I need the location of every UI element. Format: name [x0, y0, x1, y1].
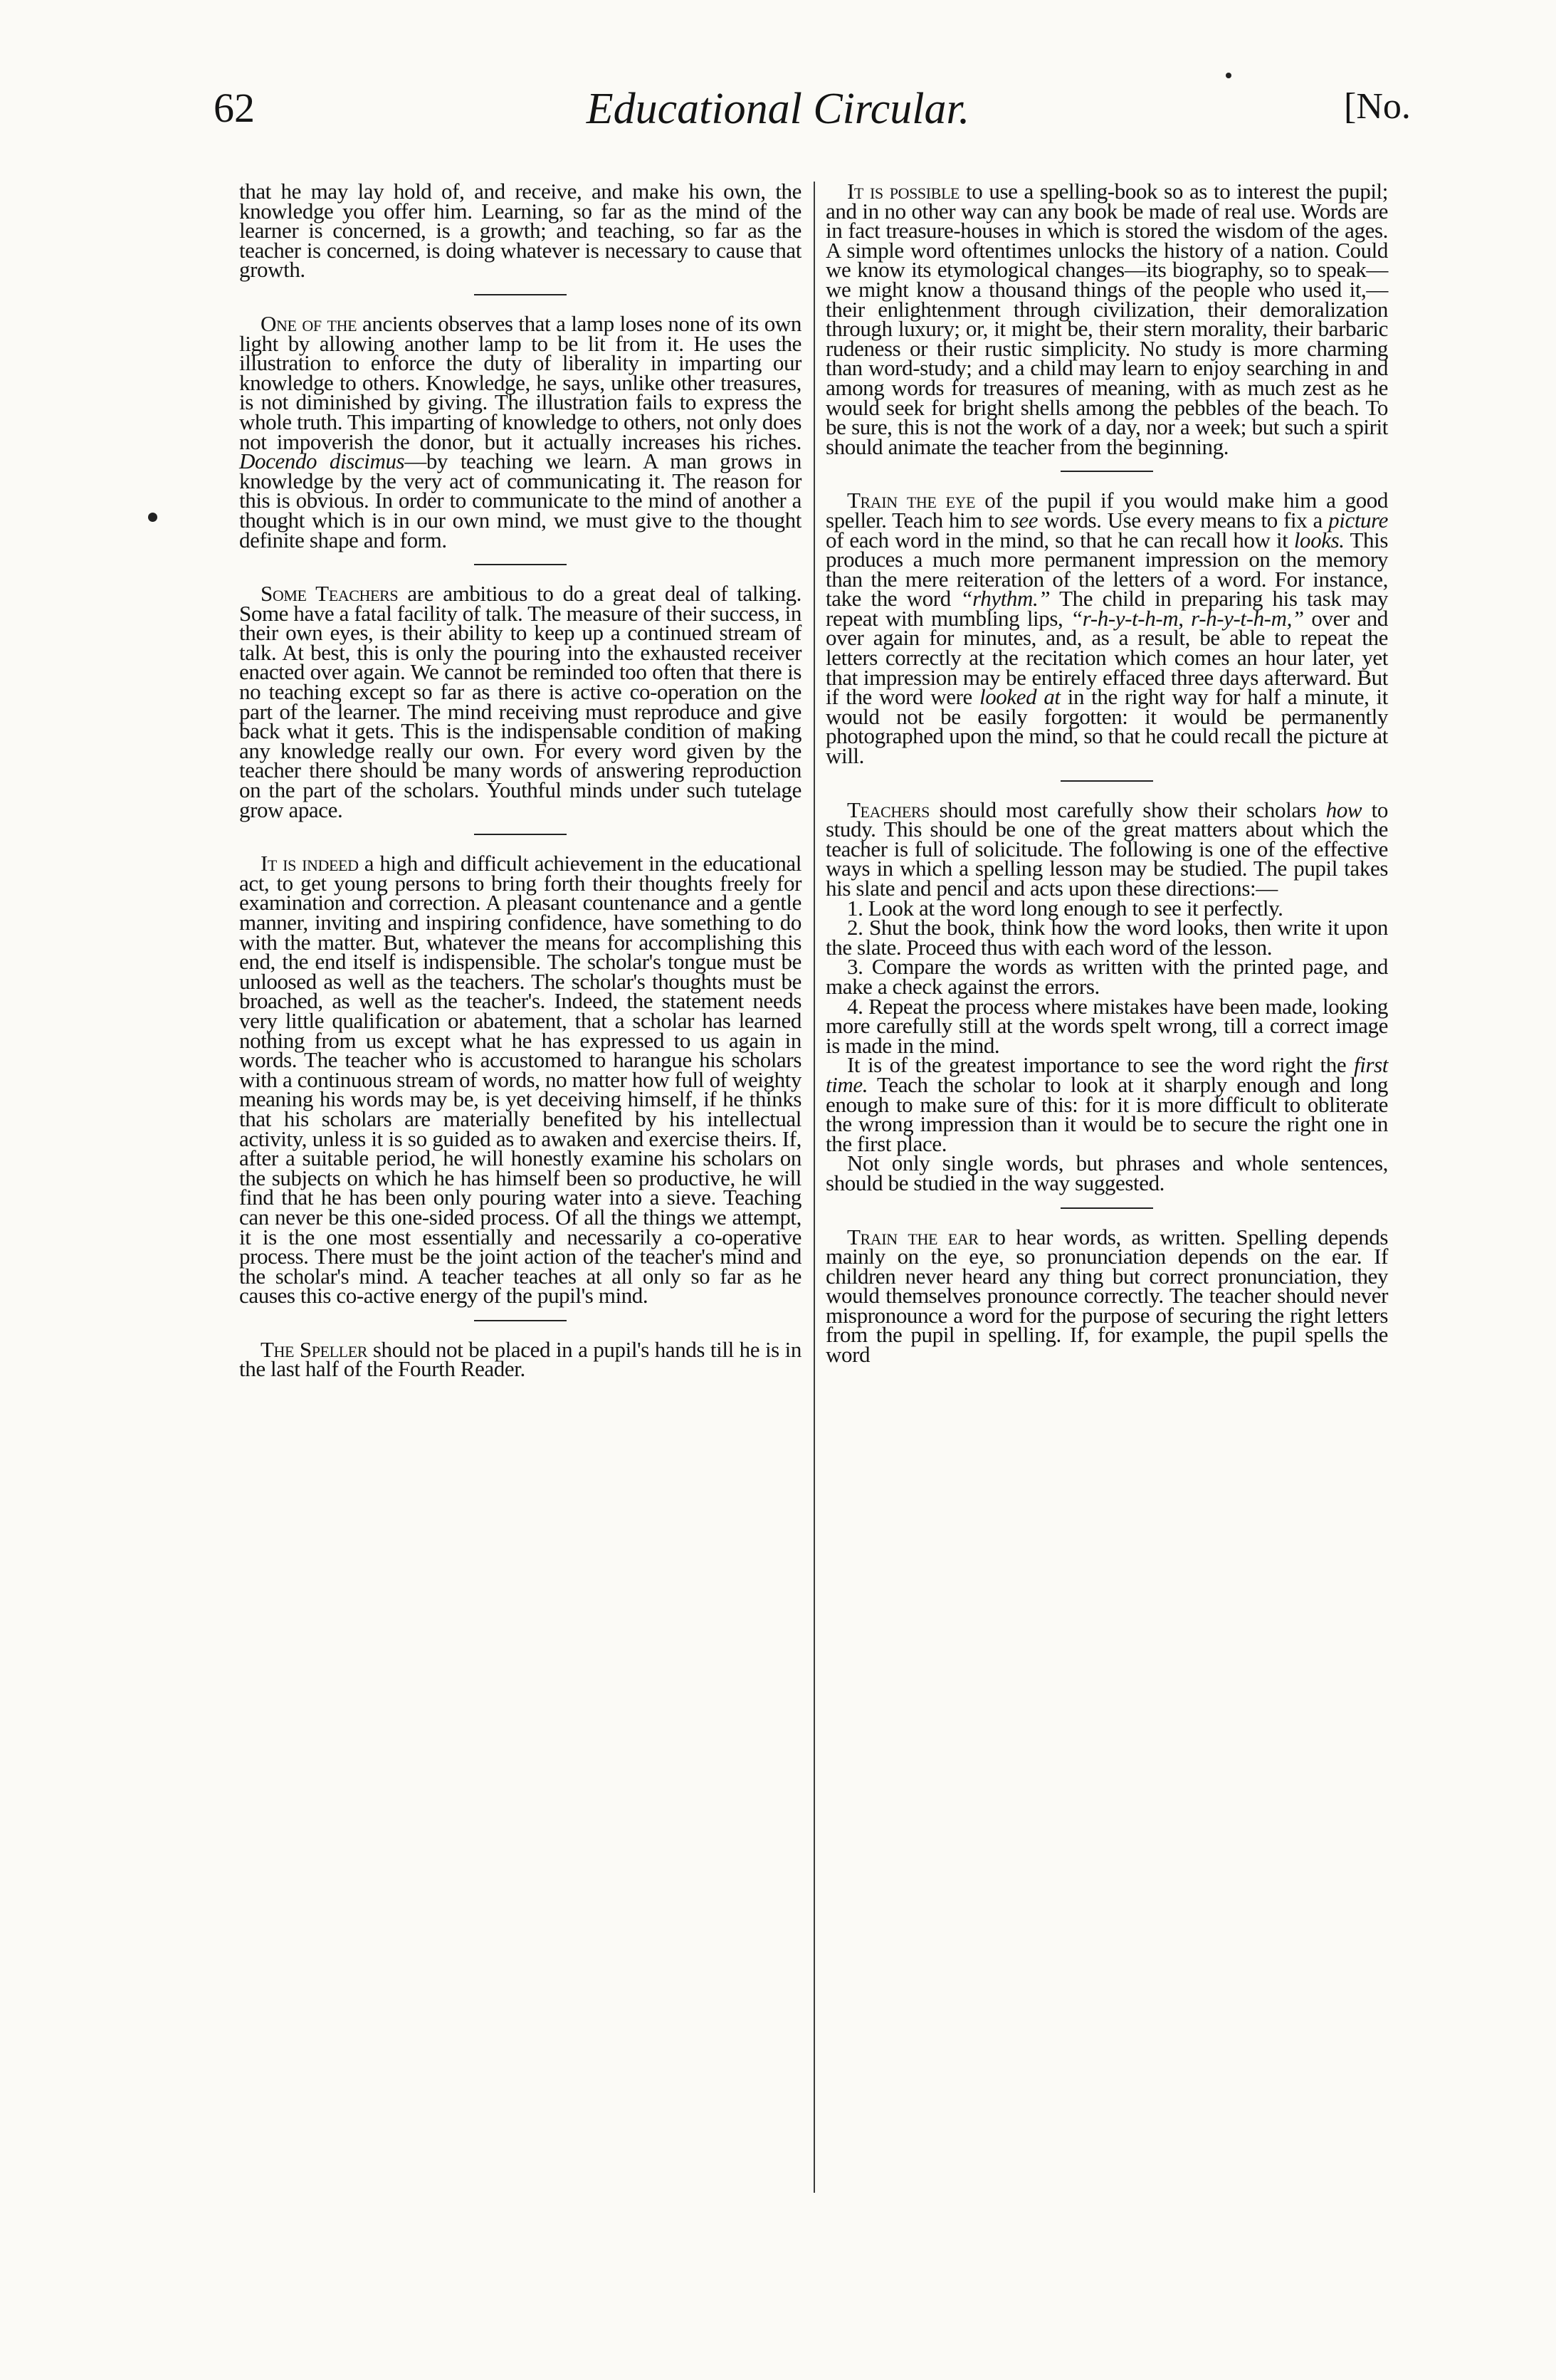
issue-number: [No.: [1344, 86, 1411, 127]
paragraph-train-ear: Train the ear to hear words, as written. Spelling depends mainly on the eye, so pronunciation depends on the ear. If children never heard any thing but correct pronunciation, they would themselves pronounce correctly. The teacher should never mispronounce a word for the purpose of securing the right letters from the pupil in spelling. If, for example, the pupil spells the word: [826, 1224, 1388, 1368]
paragraph-phrases: Not only single words, but phrases and whole sentences, should be studied in the way suggested.: [826, 1150, 1388, 1195]
running-title: Educational Circular.: [586, 85, 970, 133]
paragraph-spelling-book: It is possible to use a spelling-book so as to interest the pupil; and in no other way can any book be made of real use. Words are in fact treasure-houses in which is stored the wisdom of the ages. A simple word oftentimes unlocks the history of a nation. Could we know its etymological changes—its biography, so to speak—we might know a thousand things of the people who used it,—their enlightenment through civilization, their demoralization through luxury; or, it might be, their stern morality, their barbaric rudeness or their rustic simplicity. No study is more charming than word-study; and a child may learn to enjoy searching in and among words for treasures of meaning, with as much zest as he would seek for bright shells among the pebbles of the beach. To be sure, this is not the work of a day, nor a week; but such a spirit should animate the teacher from the beginning.: [826, 179, 1388, 459]
paragraph-lamp: One of the ancients observes that a lamp loses none of its own light by allowing another lamp to be lit from it. He uses the illustration to enforce the duty of liberality in imparting our knowledge to others. Knowledge, he says, unlike other treasures, is not diminished by giving. The illustration fails to express the whole truth. This imparting of knowledge to others, not only does not impoverish the donor, but it actually increases his riches. Docendo discimus—by teaching we learn. A man grows in knowledge by the very act of communicating it. The reason for this is obvious. In order to communicate to the mind of another a thought which is in our own mind, we must give to the thought definite shape and form.: [239, 310, 801, 552]
paragraph-how-to-study: Teachers should most carefully show their scholars how to study. This should be one of the great matters about which the teacher is full of solicitude. The following is one of the effective ways in which a spelling lesson may be studied. The pupil takes his slate and pencil and acts upon these directions:—: [826, 797, 1388, 901]
section-divider: [1061, 1207, 1153, 1209]
paragraph-train-eye: Train the eye of the pupil if you would make him a good speller. Teach him to see words. Use every means to fix a picture of each word in the mind, so that he can recall how it looks. This produces a much more permanent impression on the memory than the mere reiteration of the letters of a word. For instance, take the word “rhythm.” The child in preparing his task may repeat with mumbling lips, “r-h-y-t-h-m, r-h-y-t-h-m,” over and over again for minutes, and, as a result, be able to repeat the letters correctly at the recitation which comes an hour later, yet that impression may be entirely effaced three days afterward. But if the word were looked at in the right way for half a minute, it would not be easily forgotten: it would be permanently photographed upon the mind, so that he could recall the picture at will.: [826, 488, 1389, 769]
section-divider: [1061, 471, 1153, 472]
lead-words: It is possible: [847, 179, 960, 204]
page-number: 62: [214, 85, 255, 131]
lead-words: Some Teachers: [261, 581, 399, 607]
paragraph-learning: that he may lay hold of, and receive, and make his own, the knowledge you offer him. Learning, so far as the mind of the learner is concerned, is a growth; and teaching, so far as the teacher is concerned, is doing whatever is necessary to cause that growth.: [239, 179, 801, 283]
section-divider: [1061, 780, 1153, 782]
lead-words: Teachers: [847, 797, 930, 822]
section-divider: [474, 564, 567, 565]
list-item: 4. Repeat the process where mistakes have been made, looking more carefully still at the words spelt wrong, till a correct image is made in the mind.: [826, 993, 1388, 1058]
ink-dot: [1226, 73, 1231, 78]
section-divider: [474, 294, 567, 295]
paragraph-first-time: It is of the greatest importance to see the word right the first time. Teach the scholar to look at it sharply enough and long enough to make sure of this: for it is more difficult to obliterate the wrong impression than it would be to secure the right one in the first place.: [826, 1052, 1389, 1156]
page-header: [0, 84, 1556, 148]
list-item: 2. Shut the book, think how the word looks, then write it upon the slate. Proceed thus with each word of the lesson.: [826, 915, 1388, 960]
section-divider: [474, 834, 567, 835]
lead-words: It is indeed: [261, 851, 359, 876]
lead-words: Train the eye: [847, 488, 976, 513]
right-column: [826, 179, 1389, 1368]
paragraph-speller: The Speller should not be placed in a pupil's hands till he is in the last half of the Fourth Reader.: [239, 1336, 801, 1382]
latin-phrase: Docendo discimus: [239, 449, 405, 474]
list-item: 3. Compare the words as written with the printed page, and make a check against the errors.: [826, 954, 1388, 999]
left-column: [239, 179, 801, 1382]
paragraph-achievement: It is indeed a high and difficult achievement in the educational act, to get young persons to bring forth their thoughts freely for examination and correction. A pleasant countenance and a gentle manner, inviting and inspiring confidence, have something to do with the matter. But, whatever the means for accomplishing this end, the end itself is indispensible. The scholar's tongue must be unloosed as well as the teachers. The scholar's thoughts must be broached, as well as the teacher's. Indeed, the statement needs very little qualification or abatement, that a scholar has learned nothing from us except what he has expressed to us again in words. The teacher who is accustomed to harangue his scholars with a continuous stream of words, no matter how full of weighty meaning his words may be, is yet deceiving himself, if he thinks that his scholars are materially benefited by his intellectual activity, unless it is so guided as to awaken and exercise theirs. If, after a suitable period, he will honestly examine his scholars on the subjects on which he has himself been so productive, he will find that he has been only pouring water into a sieve. Teaching can never be this one-sided process. Of all the things we attempt, it is the one most essentially and necessarily a co-operative process. There must be the joint action of the teacher's mind and the scholar's mind. A teacher teaches at all only so far as he causes this co-active energy of the pupil's mind.: [239, 851, 801, 1309]
lead-words: One of the: [261, 310, 357, 336]
paragraph-talking: Some Teachers are ambitious to do a great deal of talking. Some have a fatal facility of talk. The measure of their success, in their own eyes, is their ability to keep up a continued stream of talk. At best, this is only the pouring into the exhausted receiver enacted over again. We cannot be reminded too often that there is no teaching except so far as there is active co-operation on the part of the learner. The mind receiving must reproduce and give back what it gets. This is the indispensable condition of making any knowledge really our own. For every word given by the teacher there should be many words of answering reproduction on the part of the scholars. Youthful minds under such tutelage grow apace.: [239, 581, 801, 822]
margin-bullet: [148, 513, 157, 522]
lead-words: Train the ear: [847, 1224, 979, 1249]
column-rule: [814, 182, 815, 2193]
lead-words: The Speller: [261, 1336, 368, 1362]
section-divider: [474, 1320, 567, 1321]
list-item: 1. Look at the word long enough to see it perfectly.: [847, 895, 1283, 921]
